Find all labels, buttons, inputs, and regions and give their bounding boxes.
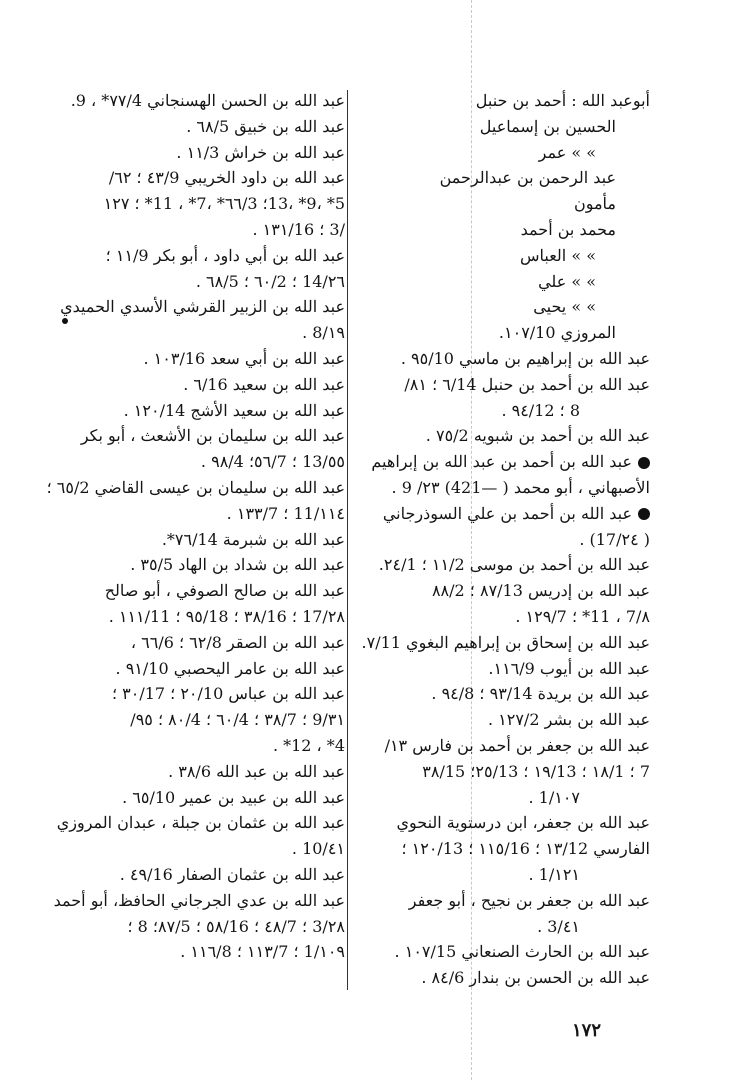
index-entry-line <box>30 269 345 295</box>
index-entry-line <box>350 346 650 372</box>
right-column <box>350 88 650 991</box>
index-entry-line <box>350 939 650 965</box>
bullet-icon <box>638 508 650 520</box>
index-entry-line <box>350 862 650 888</box>
index-entry-text: عبد الله بن سليمان بن عيسى القاضي ٦٥/2 ؛ <box>46 477 345 497</box>
index-entry-line <box>30 191 345 217</box>
index-entry-line <box>350 269 650 295</box>
index-entry-text: عبد الله بن عبد الله ٣٨/6 . <box>168 761 345 781</box>
index-entry-text: عبد الله بن أيوب ١١٦/9. <box>488 658 650 678</box>
index-entry-line <box>350 243 650 269</box>
index-entry-text: عبد الله بن أحمد بن علي السوذرجاني <box>382 503 632 523</box>
index-entry-text: ٨/7 ، 11* ؛ ١٢٩/7 . <box>515 606 650 626</box>
index-entry-text: عبد الله بن إسحاق بن إبراهيم البغوي ٧/11. <box>361 632 650 652</box>
index-entry-line <box>30 810 345 836</box>
index-entry-text: عبد الله بن عامر اليحصبي ٩١/10 . <box>115 658 345 678</box>
index-entry-text: عبد الله بن بشر ١٢٧/2 . <box>487 710 650 730</box>
index-entry-line <box>350 475 650 501</box>
index-entry-text: عبد الله بن عبيد بن عمير ٦٥/10 . <box>122 787 345 807</box>
index-entry-text: الحسين بن إسماعيل <box>479 116 616 136</box>
margin-dot <box>62 318 68 324</box>
index-entry-text: » » عمر <box>538 142 596 162</box>
index-entry-line <box>30 681 345 707</box>
index-entry-line <box>350 527 650 553</box>
index-entry-text: عبد الله بن الصقر ٦٢/8 ؛ ٦٦/6 ، <box>130 632 345 652</box>
index-entry-line <box>30 475 345 501</box>
index-entry-text: عبد الله بن إبراهيم بن ماسي ٩٥/10 . <box>400 348 650 368</box>
index-entry-line <box>30 630 345 656</box>
index-entry-text: عبد الله بن عدي الجرجاني الحافظ، أبو أحمد <box>53 890 345 910</box>
index-entry-line <box>350 733 650 759</box>
index-entry-line <box>350 294 650 320</box>
index-entry-line <box>30 888 345 914</box>
index-entry-line <box>30 733 345 759</box>
index-entry-line <box>30 398 345 424</box>
index-entry-line <box>30 217 345 243</box>
index-entry-line <box>350 707 650 733</box>
left-column <box>30 88 345 965</box>
index-entry-text: عبد الله بن عثمان الصفار ٤٩/16 . <box>119 864 345 884</box>
index-entry-line <box>30 501 345 527</box>
index-entry-line <box>30 862 345 888</box>
index-entry-text: ٢٨/3 ؛ ٤٨/7 ؛ ٥٨/16 ؛ ٨٧/5؛ 8 ؛ <box>127 916 345 936</box>
index-entry-text: عبد الله بن جعفر بن نجيح ، أبو جعفر <box>408 890 650 910</box>
index-entry-text: عبد الله بن الحارث الصنعاني ١٠٧/15 . <box>394 942 650 962</box>
index-entry-text: ١١٤/11 ؛ ١٣٣/7 . <box>226 503 345 523</box>
index-entry-line <box>350 656 650 682</box>
index-entry-text: ١٠٩/1 ؛ ١١٣/7 ؛ ١١٦/8 . <box>180 942 345 962</box>
index-entry-line <box>30 604 345 630</box>
index-entry-text: مأمون <box>573 194 616 214</box>
index-entry-text: أبوعبد الله : أحمد بن حنبل <box>475 91 650 110</box>
index-entry-line <box>350 836 650 862</box>
index-entry-line <box>350 810 650 836</box>
index-entry-text: ٤١/3 . <box>537 916 580 936</box>
index-entry-text: عبد الله بن عثمان بن جبلة ، عبدان المروزي <box>56 813 345 833</box>
index-entry-text: عبد الله بن سعيد ٦/16 . <box>183 374 345 394</box>
index-entry-text: ٣١/9 ؛ ٣٨/7 ؛ ٦٠/4 ؛ ٨٠/4 ؛ ٩٥/ <box>130 710 345 730</box>
index-entry-line <box>350 759 650 785</box>
index-entry-text: 4* ، 12* . <box>272 735 345 755</box>
index-entry-line <box>350 552 650 578</box>
index-entry-line <box>30 707 345 733</box>
index-entry-line <box>350 217 650 243</box>
index-entry-line <box>350 449 650 475</box>
index-entry-text: عبد الله بن أبي داود ، أبو بكر ١١/9 ؛ <box>105 245 345 265</box>
index-entry-line <box>30 785 345 811</box>
index-entry-line <box>30 552 345 578</box>
index-entry-line <box>350 604 650 630</box>
index-entry-line <box>30 243 345 269</box>
index-entry-line <box>350 914 650 940</box>
index-entry-text: عبد الله بن شداد بن الهاد ٣٥/5 . <box>130 555 345 575</box>
index-entry-line <box>30 294 345 320</box>
index-entry-line <box>30 88 345 114</box>
index-entry-line <box>30 320 345 346</box>
index-entry-line <box>30 165 345 191</box>
index-entry-text: عبد الله بن أبي سعد ١٠٣/16 . <box>143 348 345 368</box>
index-entry-line <box>350 320 650 346</box>
index-entry-text: عبد الرحمن بن عبدالرحمن <box>439 168 616 188</box>
index-entry-line <box>30 449 345 475</box>
index-entry-text: عبد الله بن جعفر بن أحمد بن فارس ١٣/ <box>384 735 650 755</box>
index-entry-text: عبد الله بن أحمد بن حنبل ٦/14 ؛ ٨١/ <box>404 374 650 394</box>
index-entry-line <box>350 140 650 166</box>
index-entry-line <box>350 501 650 527</box>
index-entry-text: عبد الله بن الزبير القرشي الأسدي الحميدي <box>60 297 345 317</box>
index-entry-text: محمد بن أحمد <box>520 219 616 239</box>
index-entry-line <box>350 630 650 656</box>
index-entry-line <box>350 191 650 217</box>
index-entry-text: » » يحيى <box>533 297 596 317</box>
index-entry-text: عبد الله بن شبرمة ٧٦/14*. <box>161 529 345 549</box>
index-entry-line <box>350 681 650 707</box>
index-entry-text: 5* ،9* ،13؛ ٦٦/3* ،7* ، 11* ؛ ١٢٧ <box>103 194 345 214</box>
index-entry-text: عبد الله بن الحسن الهسنجاني ٧٧/4* ، 9. <box>70 91 345 110</box>
index-entry-line <box>30 836 345 862</box>
index-entry-line <box>30 939 345 965</box>
index-entry-text: /3 ؛ ١٣١/16 . <box>252 219 345 239</box>
index-entry-line <box>30 656 345 682</box>
index-entry-text: 7 ؛ ١٨/1 ؛ ١٩/13 ؛ ٢٥/13؛ ٣٨/15 <box>422 761 650 781</box>
index-entry-text: ١٠٧/1 . <box>528 787 580 807</box>
index-entry-line <box>350 965 650 991</box>
index-entry-text: عبد الله بن سليمان بن الأشعث ، أبو بكر <box>80 426 345 446</box>
index-entry-line <box>30 346 345 372</box>
index-entry-text: ( ٢٤/17) . <box>579 529 650 549</box>
index-entry-line <box>350 372 650 398</box>
index-entry-text: ٢٨/17 ؛ ٣٨/16 ؛ ٩٥/18 ؛ ١١١/11 . <box>108 606 345 626</box>
index-entry-text: عبد الله بن أحمد بن شبويه ٧٥/2 . <box>425 426 650 446</box>
index-entry-line <box>30 914 345 940</box>
index-entry-line <box>30 114 345 140</box>
index-entry-text: عبد الله بن صالح الصوفي ، أبو صالح <box>104 581 345 601</box>
page-number: ١٧٢ <box>572 1020 602 1041</box>
index-entry-text: عبد الله بن أحمد بن عبد الله بن إبراهيم <box>371 452 632 472</box>
index-entry-line <box>350 88 650 114</box>
index-entry-text: ١٢١/1 . <box>528 864 580 884</box>
index-entry-text: ١٩/8 . <box>302 323 345 343</box>
index-entry-text: عبد الله بن إدريس ٨٧/13 ؛ ٨٨/2 <box>431 581 650 601</box>
index-entry-text: الأصبهاني ، أبو محمد ( —421) ٢٣/ 9 . <box>391 477 650 497</box>
index-entry-text: عبد الله بن سعيد الأشج ١٢٠/14 . <box>123 400 345 420</box>
index-entry-text: عبد الله بن خبيق ٦٨/5 . <box>186 116 345 136</box>
index-entry-line <box>30 759 345 785</box>
index-entry-line <box>30 423 345 449</box>
index-entry-text: عبد الله بن عباس ٢٠/10 ؛ ٣٠/17 ؛ <box>111 684 345 704</box>
index-entry-line <box>350 114 650 140</box>
index-entry-text: عبد الله بن الحسن بن بندار ٨٤/6 . <box>421 968 650 988</box>
index-entry-text: ٥٥/13 ؛ ٥٦/7؛ ٩٨/4 . <box>200 452 345 472</box>
column-divider <box>347 90 348 990</box>
index-entry-line <box>350 423 650 449</box>
index-entry-text: المروزي ١٠٧/10. <box>498 323 616 343</box>
index-entry-text: عبد الله بن جعفر، ابن درستوية النحوي <box>396 813 650 833</box>
index-entry-text: عبد الله بن داود الخريبي ٤٣/9 ؛ ٦٢/ <box>108 168 345 188</box>
index-entry-line <box>350 785 650 811</box>
index-entry-line <box>30 140 345 166</box>
index-entry-text: عبد الله بن أحمد بن موسى ١١/2 ؛ ٢٤/1. <box>378 555 650 575</box>
index-entry-line <box>30 372 345 398</box>
index-entry-text: 8 ؛ ٩٤/12 . <box>501 400 580 420</box>
index-entry-text: » » العباس <box>519 245 596 265</box>
index-entry-text: » » علي <box>538 271 596 291</box>
index-entry-line <box>350 578 650 604</box>
index-entry-line <box>350 165 650 191</box>
index-entry-text: الفارسي ١٣/12 ؛ ١١٥/16 ؛ ١٢٠/13 ؛ <box>401 839 650 859</box>
index-entry-text: عبد الله بن خراش ١١/3 . <box>176 142 345 162</box>
index-entry-line <box>350 398 650 424</box>
index-entry-line <box>30 527 345 553</box>
index-entry-text: ٤١/10 . <box>291 839 345 859</box>
index-entry-line <box>30 578 345 604</box>
index-entry-line <box>350 888 650 914</box>
index-entry-text: ٢٦/14 ؛ ٦٠/2 ؛ ٦٨/5 . <box>195 271 345 291</box>
index-entry-text: عبد الله بن بريدة ٩٣/14 ؛ ٩٤/8 . <box>431 684 650 704</box>
bullet-icon <box>638 457 650 469</box>
